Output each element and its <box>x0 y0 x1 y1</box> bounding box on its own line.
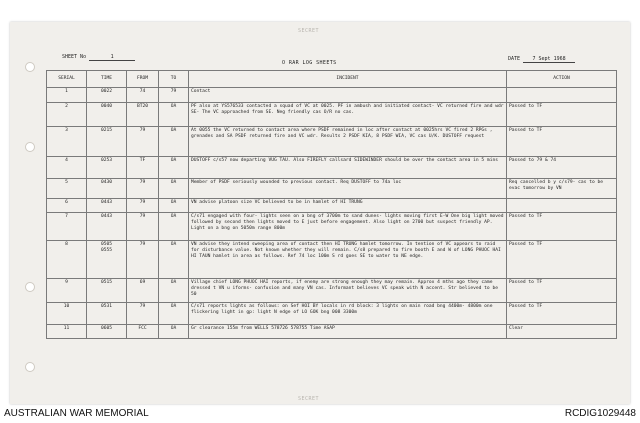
cell-time: 0505 0555 <box>87 241 127 279</box>
cell-serial: 4 <box>47 157 87 179</box>
cell-to: OA <box>159 303 189 325</box>
header-incident: INCIDENT <box>189 71 507 88</box>
cell-serial: 6 <box>47 199 87 213</box>
cell-serial: 7 <box>47 213 87 241</box>
cell-from: 79 <box>127 241 159 279</box>
header-time: TIME <box>87 71 127 88</box>
cell-time: 0531 <box>87 303 127 325</box>
cell-incident: At 0055 the VC returned to contact area where PSDF remained in loc after contact at 0025hrs VC fired 2 RPGs , grenades and SA PSDF returned fire and VC wdr. Results 2 PSDF KIA, 8 PSDF WIA, VC cas U/K. DUSTOFF request <box>189 127 507 157</box>
cell-from: 79 <box>127 213 159 241</box>
cell-from: 79 <box>127 303 159 325</box>
cell-to: OA <box>159 325 189 339</box>
cell-to: OA <box>159 213 189 241</box>
sheet-number: 1 <box>89 54 135 61</box>
cell-serial: 10 <box>47 303 87 325</box>
cell-action: Passed to TF <box>507 279 617 303</box>
cell-to: OA <box>159 103 189 127</box>
classification-top: SECRET <box>298 28 320 34</box>
header-serial: SERIAL <box>47 71 87 88</box>
classification-bottom: SECRET <box>298 396 320 402</box>
cell-serial: 2 <box>47 103 87 127</box>
table-row <box>47 279 617 303</box>
table-row <box>47 157 617 179</box>
footer-record-id: RCDIG1029448 <box>564 408 636 419</box>
cell-time: 0253 <box>87 157 127 179</box>
cell-serial: 1 <box>47 88 87 103</box>
punch-hole <box>25 362 35 372</box>
table-row <box>47 241 617 279</box>
cell-action: Passed to 79 & 74 <box>507 157 617 179</box>
cell-action <box>507 88 617 103</box>
cell-time: 0443 <box>87 199 127 213</box>
date-label: DATE <box>508 56 521 62</box>
cell-incident: PF also at YS576533 contacted a squad of VC at 0025. PF in ambush and initiated contact- VC returned fire and wdr SE- The VC approached from SE. Neg friendly cas O/R no cas. <box>189 103 507 127</box>
cell-action: Passed to TF <box>507 303 617 325</box>
sheet-number-label <box>62 54 135 61</box>
cell-incident: DUSTOFF c/s57 now departing VUG TAU. Also FIREFLY callsard SIDEWINDER should be over the contact area in 5 mins <box>189 157 507 179</box>
cell-to: OA <box>159 127 189 157</box>
cell-serial: 11 <box>47 325 87 339</box>
table-row <box>47 103 617 127</box>
cell-action <box>507 199 617 213</box>
cell-incident: VN advise platoon size VC believed to be in hamlet of HI TRUNG <box>189 199 507 213</box>
table-row <box>47 325 617 339</box>
cell-serial: 9 <box>47 279 87 303</box>
cell-incident: C/s71 reports lights as follows: on Sef HOI BY locals in rd block: 3 lights on main road bng 4400m- 4800m one flickering light in gp: light N edge of LO GOK bng 008 3300m <box>189 303 507 325</box>
header-action: ACTION <box>507 71 617 88</box>
cell-to: OA <box>159 199 189 213</box>
log-table <box>46 70 617 339</box>
table-row <box>47 213 617 241</box>
cell-time: 0215 <box>87 127 127 157</box>
cell-from: 79 <box>127 199 159 213</box>
cell-action: Passed to TF <box>507 213 617 241</box>
cell-time: 0022 <box>87 88 127 103</box>
cell-from: TF <box>127 157 159 179</box>
date-value: 7 Sept 1968 <box>523 56 575 63</box>
cell-time: 0443 <box>87 213 127 241</box>
punch-hole <box>25 282 35 292</box>
cell-serial: 3 <box>47 127 87 157</box>
cell-incident: C/s71 engaged with four- lights seen on a bng of 3700m to sand dunes- lights moving first E-W One big light moved followed by second then lights moved to E just before engagement. Also light on 2700 but suspect friendly AP. Light on a bng on 5050m range 800m <box>189 213 507 241</box>
sheet-label: SHEET No <box>62 54 87 60</box>
cell-action: Clear <box>507 325 617 339</box>
footer-institution: AUSTRALIAN WAR MEMORIAL <box>4 408 149 419</box>
cell-serial: 5 <box>47 179 87 199</box>
cell-to: OA <box>159 241 189 279</box>
table-row <box>47 127 617 157</box>
cell-incident: VN advise they intend sweeping area of contact then HI TRUNG hamlet tomorrow. In tention of VC appears to raid for disturbance value. Not known whether they will remain. C/s8 prepared to fire booth E and W of LONG PHUOC HAI HI TAUN hamlet in area as follows. Ref 74 loc 100m S rd goes SE to water to NE edge. <box>189 241 507 279</box>
cell-to: OA <box>159 279 189 303</box>
cell-to: OA <box>159 157 189 179</box>
header-from: FROM <box>127 71 159 88</box>
punch-hole <box>25 142 35 152</box>
table-header-row <box>47 71 617 88</box>
table-row <box>47 303 617 325</box>
cell-action: Req cancelled b y c/s79- cas to be evac tomorrow by VN <box>507 179 617 199</box>
cell-action: Passed to TF <box>507 127 617 157</box>
cell-time: 0515 <box>87 279 127 303</box>
cell-incident: Member of PSDF seriously wounded to previous contact. Req DUSTOFF to 74a loc <box>189 179 507 199</box>
cell-incident: Gr clearance 155m from WELLS 578726 578755 Time ASAP <box>189 325 507 339</box>
cell-from: 74 <box>127 88 159 103</box>
cell-time: 0430 <box>87 179 127 199</box>
cell-to: OA <box>159 179 189 199</box>
table-row <box>47 199 617 213</box>
punch-hole <box>25 62 35 72</box>
cell-incident: Village chief LONG PHUOC HAI reports, if enemy are strong enough they may remain. Approx 4 mths ago they came dressed t VN u iforms- confusion and many VN cas. Informant believes VC speak with N accent. Str believed to be 50 <box>189 279 507 303</box>
cell-to: 79 <box>159 88 189 103</box>
cell-time: 0040 <box>87 103 127 127</box>
date-block <box>508 56 575 63</box>
cell-action: Passed to TF <box>507 103 617 127</box>
cell-from: 79 <box>127 179 159 199</box>
table-row <box>47 179 617 199</box>
cell-from: BT20 <box>127 103 159 127</box>
cell-time: 0605 <box>87 325 127 339</box>
cell-action: Passed to TF <box>507 241 617 279</box>
cell-incident: Contact <box>189 88 507 103</box>
cell-from: FCC <box>127 325 159 339</box>
cell-from: 69 <box>127 279 159 303</box>
cell-from: 79 <box>127 127 159 157</box>
header-to: TO <box>159 71 189 88</box>
cell-serial: 8 <box>47 241 87 279</box>
table-row <box>47 88 617 103</box>
document-title: O RAR LOG SHEETS <box>282 60 337 66</box>
log-table-body <box>47 88 617 339</box>
